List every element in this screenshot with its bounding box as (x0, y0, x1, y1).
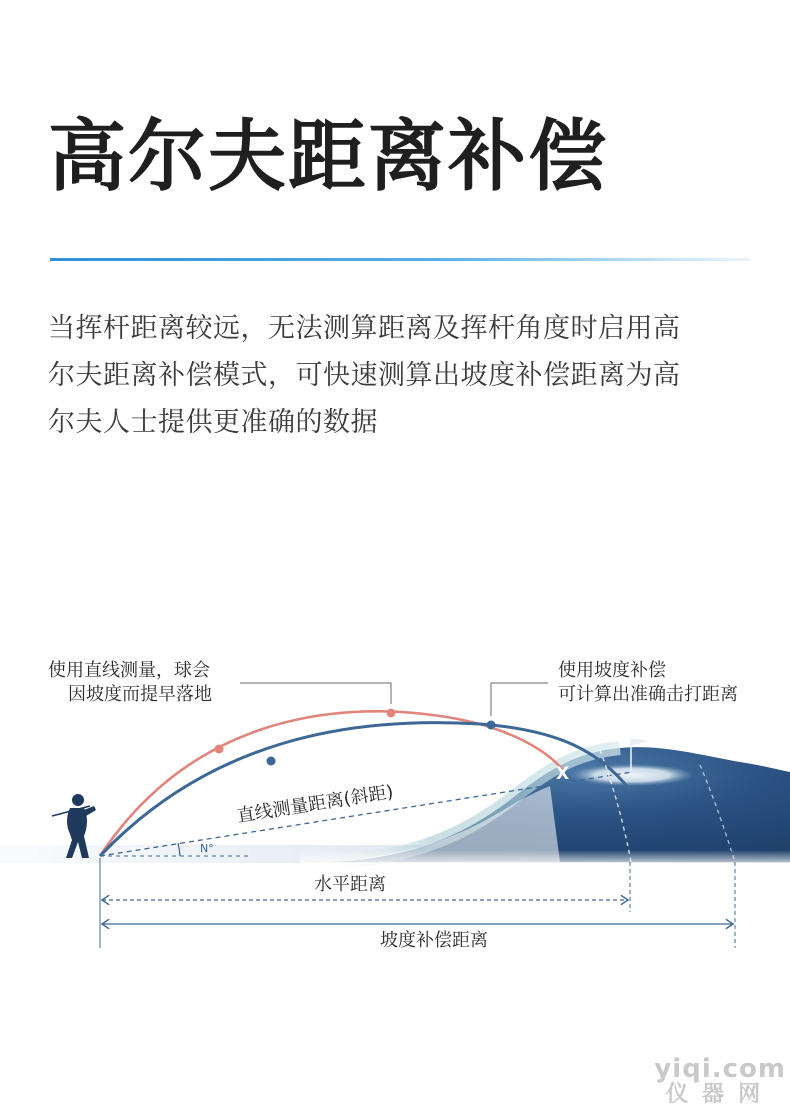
arc-dot (215, 745, 224, 754)
arc-dot (487, 721, 496, 730)
angle-label: N° (200, 842, 214, 855)
callout-left-leader (240, 683, 391, 704)
watermark-line1: yiqi.com (654, 1054, 786, 1085)
watermark-line2: 仪器网 (666, 1082, 775, 1107)
watermark (654, 1055, 786, 1106)
arc-dot (387, 709, 396, 718)
landing-mark: X (556, 764, 570, 784)
horizontal-distance-label: 水平距离 (314, 874, 386, 895)
description-line: 当挥杆距离较远，无法测算距离及挥杆角度时启用高 (48, 313, 681, 344)
arc-dot (267, 757, 276, 766)
callout-right-leader (491, 683, 548, 716)
callout-left-line2: 因坡度而提早落地 (68, 684, 212, 705)
compensated-distance-label: 坡度补偿距离 (380, 930, 488, 951)
description-line: 尔夫人士提供更准确的数据 (48, 407, 378, 438)
callout-left-line1: 使用直线测量，球会 (48, 660, 210, 681)
page-title: 高尔夫距离补偿 (48, 112, 609, 202)
description-line: 尔夫距离补偿模式，可快速测算出坡度补偿距离为高 (48, 360, 681, 391)
callout-right-line1: 使用坡度补偿 (558, 660, 666, 681)
slope-line-label: 直线测量距离(斜距) (235, 781, 395, 827)
callout-right-line2: 可计算出准确击打距离 (558, 684, 738, 705)
flag-icon (631, 738, 648, 746)
ground-fog (300, 850, 790, 864)
putting-green (570, 764, 694, 786)
